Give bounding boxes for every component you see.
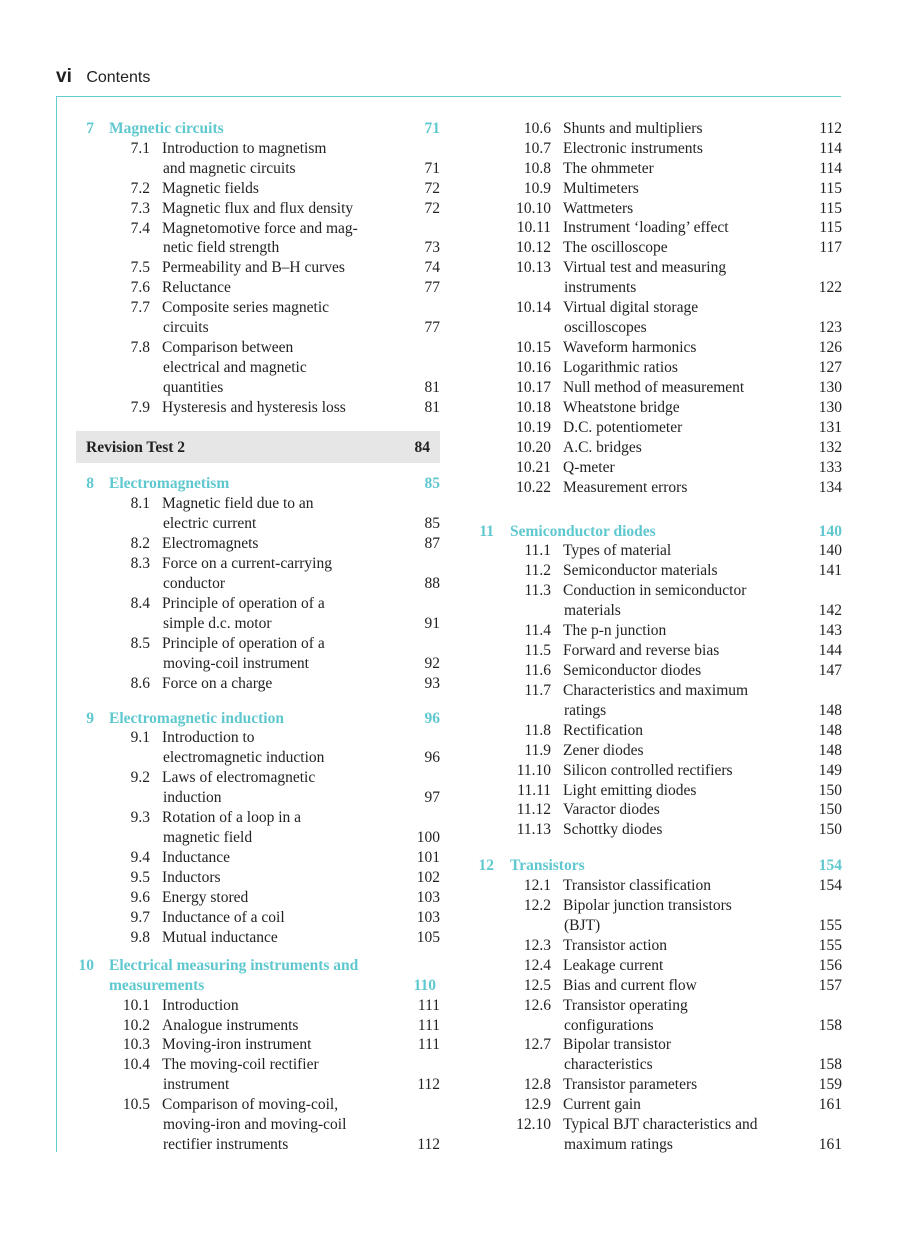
section-number: 10.9: [523, 180, 551, 197]
section-title: Silicon controlled rectifiers: [563, 762, 733, 779]
section-number: 11.12: [516, 801, 551, 818]
section-number: 7.1: [130, 140, 150, 157]
section-title: Forward and reverse bias: [563, 642, 720, 659]
section-page: 111: [417, 1017, 440, 1034]
section-page: 111: [417, 1036, 440, 1053]
section-page: 96: [424, 749, 440, 766]
section-number: 10.2: [122, 1017, 150, 1034]
section-title-continued: moving-coil instrument: [163, 655, 309, 672]
section-number: 11.3: [524, 582, 551, 599]
section-page: 105: [416, 929, 440, 946]
section-number: 12.7: [523, 1036, 551, 1053]
section-title: The moving-coil rectifier: [162, 1056, 319, 1073]
section-page: 103: [416, 889, 440, 906]
section-title-continued: moving-iron and moving-coil: [163, 1116, 347, 1133]
section-number: 7.6: [130, 279, 150, 296]
section-title-continued: and magnetic circuits: [163, 160, 296, 177]
section-page: 91: [424, 615, 440, 632]
section-title: Q-meter: [563, 459, 615, 476]
chapter-number: 9: [86, 710, 94, 727]
section-page: 147: [818, 662, 842, 679]
section-page: 155: [818, 937, 842, 954]
section-page: 161: [818, 1096, 842, 1113]
section-number: 9.2: [130, 769, 150, 786]
section-number: 10.18: [516, 399, 551, 416]
section-number: 11.9: [524, 742, 551, 759]
page-number: vi: [56, 66, 72, 87]
section-number: 12.5: [523, 977, 551, 994]
section-number: 7.7: [130, 299, 150, 316]
section-title: Introduction: [162, 997, 239, 1014]
section-page: 114: [819, 160, 842, 177]
section-number: 11.11: [517, 782, 551, 799]
section-title-continued: instruments: [564, 279, 637, 296]
page-header: [56, 66, 150, 88]
section-title: D.C. potentiometer: [563, 419, 683, 436]
section-page: 159: [818, 1076, 842, 1093]
section-title: Analogue instruments: [162, 1017, 299, 1034]
section-page: 87: [424, 535, 440, 552]
section-title: Shunts and multipliers: [563, 120, 703, 137]
section-title: The ohmmeter: [563, 160, 654, 177]
chapter-title: Electromagnetic induction: [109, 710, 284, 727]
section-number: 7.5: [130, 259, 150, 276]
section-page: 123: [818, 319, 842, 336]
chapter-page: 71: [424, 120, 440, 137]
section-title: Force on a current-carrying: [162, 555, 332, 572]
section-title: Introduction to magnetism: [162, 140, 327, 157]
section-number: 10.6: [523, 120, 551, 137]
section-number: 8.2: [130, 535, 150, 552]
section-number: 7.9: [130, 399, 150, 416]
chapter-page: 140: [818, 523, 842, 540]
section-title: Virtual test and measuring: [563, 259, 727, 276]
section-title: Transistor classification: [563, 877, 711, 894]
section-number: 10.14: [516, 299, 551, 316]
section-title-continued: ratings: [564, 702, 607, 719]
section-number: 9.4: [130, 849, 150, 866]
section-page: 143: [818, 622, 842, 639]
chapter-number: 12: [478, 857, 494, 874]
section-title-continued: circuits: [163, 319, 209, 336]
section-title: Semiconductor diodes: [563, 662, 702, 679]
margin-rule: [56, 96, 57, 1152]
section-page: 111: [417, 997, 440, 1014]
section-title: Light emitting diodes: [563, 782, 697, 799]
section-page: 117: [819, 239, 842, 256]
section-number: 10.10: [516, 200, 551, 217]
section-page: 150: [818, 801, 842, 818]
section-page: 81: [424, 379, 440, 396]
section-title-continued: rectifier instruments: [163, 1136, 289, 1153]
section-title: Multimeters: [563, 180, 639, 197]
chapter-page: 110: [413, 977, 436, 994]
section-title: Transistor parameters: [563, 1076, 698, 1093]
section-page: 150: [818, 782, 842, 799]
chapter-number: 8: [86, 475, 94, 492]
section-page: 115: [819, 200, 842, 217]
section-title-continued: electric current: [163, 515, 257, 532]
section-page: 112: [819, 120, 842, 137]
section-title: Zener diodes: [563, 742, 644, 759]
section-number: 11.2: [524, 562, 551, 579]
section-title: Magnetomotive force and mag-: [162, 220, 358, 237]
section-title: Moving-iron instrument: [162, 1036, 312, 1053]
chapter-title: Semiconductor diodes: [510, 523, 656, 540]
section-title-continued: quantities: [163, 379, 224, 396]
section-title: Conduction in semiconductor: [563, 582, 747, 599]
section-page: 144: [818, 642, 842, 659]
running-title: Contents: [86, 69, 151, 86]
section-number: 8.5: [130, 635, 150, 652]
section-page: 142: [818, 602, 842, 619]
section-number: 10.19: [516, 419, 551, 436]
section-title: Inductance: [162, 849, 230, 866]
section-title: Hysteresis and hysteresis loss: [162, 399, 346, 416]
section-number: 10.13: [516, 259, 551, 276]
section-page: 77: [424, 319, 440, 336]
section-title: Comparison of moving-coil,: [162, 1096, 339, 1113]
section-page: 97: [424, 789, 440, 806]
section-page: 100: [416, 829, 440, 846]
section-title: Instrument ‘loading’ effect: [563, 219, 729, 236]
section-number: 8.6: [130, 675, 150, 692]
section-number: 7.3: [130, 200, 150, 217]
section-title: Magnetic fields: [162, 180, 259, 197]
section-number: 10.3: [122, 1036, 150, 1053]
section-number: 8.1: [130, 495, 150, 512]
section-page: 156: [818, 957, 842, 974]
section-title: Electronic instruments: [563, 140, 703, 157]
section-title-continued: induction: [163, 789, 222, 806]
section-number: 10.8: [523, 160, 551, 177]
section-number: 9.3: [130, 809, 150, 826]
section-page: 158: [818, 1056, 842, 1073]
section-title: Bias and current flow: [563, 977, 697, 994]
section-page: 157: [818, 977, 842, 994]
section-number: 10.16: [516, 359, 551, 376]
section-page: 115: [819, 219, 842, 236]
section-page: 132: [818, 439, 842, 456]
section-title: Typical BJT characteristics and: [563, 1116, 758, 1133]
section-number: 10.22: [516, 479, 551, 496]
section-page: 161: [818, 1136, 842, 1153]
section-title: Introduction to: [162, 729, 255, 746]
section-page: 126: [818, 339, 842, 356]
section-page: 115: [819, 180, 842, 197]
section-page: 72: [424, 180, 440, 197]
section-number: 11.6: [524, 662, 551, 679]
section-title-continued: materials: [564, 602, 621, 619]
header-rule: [56, 96, 841, 97]
section-page: 122: [818, 279, 842, 296]
section-number: 8.3: [130, 555, 150, 572]
section-number: 11.1: [524, 542, 551, 559]
section-title: Electromagnets: [162, 535, 259, 552]
chapter-title: Electromagnetism: [109, 475, 230, 492]
section-number: 11.5: [524, 642, 551, 659]
section-title: Laws of electromagnetic: [162, 769, 316, 786]
section-title: Magnetic flux and flux density: [162, 200, 354, 217]
section-page: 85: [424, 515, 440, 532]
section-number: 12.1: [523, 877, 551, 894]
section-page: 93: [424, 675, 440, 692]
section-page: 133: [818, 459, 842, 476]
section-title: Comparison between: [162, 339, 294, 356]
section-title: Transistor operating: [563, 997, 688, 1014]
section-title-continued: oscilloscopes: [564, 319, 647, 336]
section-number: 9.7: [130, 909, 150, 926]
chapter-page: 96: [424, 710, 440, 727]
section-number: 11.13: [516, 821, 551, 838]
section-page: 148: [818, 742, 842, 759]
section-number: 12.8: [523, 1076, 551, 1093]
section-number: 12.2: [523, 897, 551, 914]
section-number: 7.4: [130, 220, 150, 237]
section-title-continued: configurations: [564, 1017, 654, 1034]
chapter-number: 11: [479, 523, 494, 540]
section-number: 11.10: [516, 762, 551, 779]
section-page: 130: [818, 379, 842, 396]
chapter-page: 154: [818, 857, 842, 874]
section-page: 149: [818, 762, 842, 779]
section-title: Inductance of a coil: [162, 909, 285, 926]
section-title-continued: (BJT): [564, 917, 601, 934]
section-number: 10.20: [516, 439, 551, 456]
section-title: Principle of operation of a: [162, 635, 325, 652]
section-number: 10.12: [516, 239, 551, 256]
section-page: 148: [818, 722, 842, 739]
section-title-continued: electromagnetic induction: [163, 749, 325, 766]
chapter-title: measurements: [109, 977, 205, 994]
section-page: 130: [818, 399, 842, 416]
section-title-continued: electrical and magnetic: [163, 359, 307, 376]
section-page: 112: [417, 1136, 440, 1153]
section-title: Current gain: [563, 1096, 641, 1113]
section-page: 155: [818, 917, 842, 934]
chapter-number: 7: [86, 120, 94, 137]
section-page: 77: [424, 279, 440, 296]
section-page: 103: [416, 909, 440, 926]
chapter-page: 85: [424, 475, 440, 492]
section-title-continued: instrument: [163, 1076, 230, 1093]
section-number: 12.3: [523, 937, 551, 954]
section-title: Inductors: [162, 869, 221, 886]
section-title: The p-n junction: [563, 622, 667, 639]
section-title: Null method of measurement: [563, 379, 745, 396]
section-page: 148: [818, 702, 842, 719]
section-title-continued: simple d.c. motor: [163, 615, 272, 632]
section-title: A.C. bridges: [563, 439, 642, 456]
section-title: Virtual digital storage: [563, 299, 699, 316]
section-page: 140: [818, 542, 842, 559]
section-page: 74: [424, 259, 440, 276]
section-title: Bipolar transistor: [563, 1036, 672, 1053]
section-title: The oscilloscope: [563, 239, 668, 256]
section-page: 102: [416, 869, 440, 886]
section-title: Types of material: [563, 542, 672, 559]
section-page: 141: [818, 562, 842, 579]
section-page: 92: [424, 655, 440, 672]
section-title: Wattmeters: [563, 200, 634, 217]
section-title: Reluctance: [162, 279, 231, 296]
section-title: Rectification: [563, 722, 644, 739]
chapter-title: Electrical measuring instruments and: [109, 957, 359, 974]
section-title-continued: characteristics: [564, 1056, 653, 1073]
section-title: Characteristics and maximum: [563, 682, 749, 699]
section-title: Permeability and B–H curves: [162, 259, 345, 276]
section-page: 131: [818, 419, 842, 436]
section-number: 11.8: [524, 722, 551, 739]
section-title: Force on a charge: [162, 675, 273, 692]
section-number: 11.7: [524, 682, 551, 699]
section-title-continued: magnetic field: [163, 829, 253, 846]
section-title-continued: conductor: [163, 575, 225, 592]
section-page: 112: [417, 1076, 440, 1093]
section-number: 10.1: [122, 997, 150, 1014]
section-number: 12.4: [523, 957, 551, 974]
section-number: 10.17: [516, 379, 551, 396]
section-number: 12.6: [523, 997, 551, 1014]
section-page: 88: [424, 575, 440, 592]
section-number: 11.4: [524, 622, 551, 639]
section-number: 10.5: [122, 1096, 150, 1113]
section-title: Composite series magnetic: [162, 299, 330, 316]
section-title-continued: maximum ratings: [564, 1136, 673, 1153]
section-page: 114: [819, 140, 842, 157]
section-title: Bipolar junction transistors: [563, 897, 732, 914]
section-number: 10.15: [516, 339, 551, 356]
section-page: 134: [818, 479, 842, 496]
section-number: 10.21: [516, 459, 551, 476]
section-title: Leakage current: [563, 957, 664, 974]
section-title: Varactor diodes: [563, 801, 660, 818]
section-title: Waveform harmonics: [563, 339, 697, 356]
section-title: Transistor action: [563, 937, 668, 954]
section-page: 154: [818, 877, 842, 894]
section-number: 12.9: [523, 1096, 551, 1113]
revision-test-page: 84: [414, 439, 430, 456]
section-title-continued: netic field strength: [163, 239, 280, 256]
section-title: Rotation of a loop in a: [162, 809, 302, 826]
section-page: 71: [424, 160, 440, 177]
section-page: 127: [818, 359, 842, 376]
section-title: Mutual inductance: [162, 929, 278, 946]
section-number: 12.10: [516, 1116, 551, 1133]
section-page: 73: [424, 239, 440, 256]
section-number: 10.11: [516, 219, 551, 236]
section-number: 9.8: [130, 929, 150, 946]
section-title: Wheatstone bridge: [563, 399, 680, 416]
section-number: 9.6: [130, 889, 150, 906]
section-title: Measurement errors: [563, 479, 688, 496]
chapter-number: 10: [78, 957, 94, 974]
revision-test-title: Revision Test 2: [86, 439, 186, 456]
section-number: 9.5: [130, 869, 150, 886]
section-title: Semiconductor materials: [563, 562, 718, 579]
section-title: Energy stored: [162, 889, 249, 906]
section-number: 7.2: [130, 180, 150, 197]
section-number: 8.4: [130, 595, 150, 612]
section-number: 7.8: [130, 339, 150, 356]
section-number: 10.7: [523, 140, 551, 157]
section-page: 101: [416, 849, 440, 866]
section-page: 81: [424, 399, 440, 416]
section-title: Schottky diodes: [563, 821, 663, 838]
section-title: Principle of operation of a: [162, 595, 325, 612]
chapter-title: Transistors: [510, 857, 585, 874]
section-number: 9.1: [130, 729, 150, 746]
section-page: 150: [818, 821, 842, 838]
chapter-title: Magnetic circuits: [109, 120, 224, 137]
section-title: Logarithmic ratios: [563, 359, 678, 376]
section-page: 158: [818, 1017, 842, 1034]
section-number: 10.4: [122, 1056, 150, 1073]
section-title: Magnetic field due to an: [162, 495, 314, 512]
section-page: 72: [424, 200, 440, 217]
